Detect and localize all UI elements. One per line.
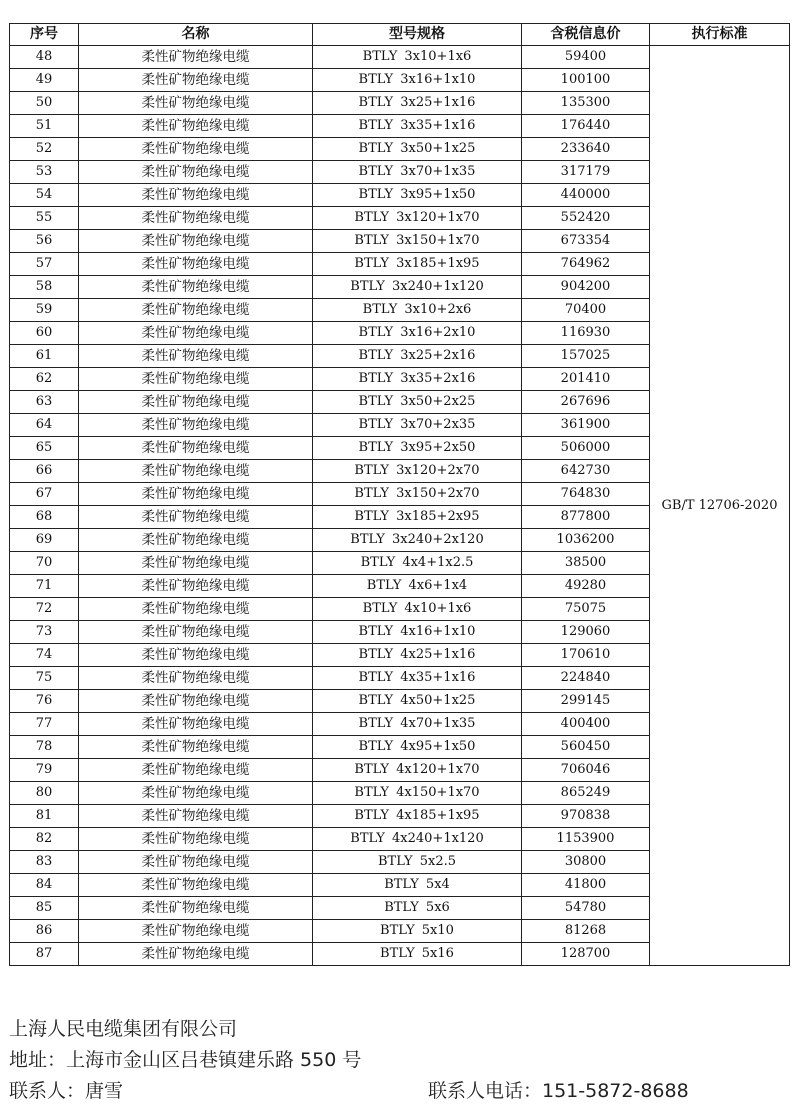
row-index: 64 — [10, 414, 79, 437]
row-name: 柔性矿物绝缘电缆 — [79, 529, 313, 552]
row-price: 38500 — [522, 552, 650, 575]
row-index: 55 — [10, 207, 79, 230]
row-model: BTLY 4x150+1x70 — [313, 782, 522, 805]
row-price: 317179 — [522, 161, 650, 184]
row-price: 299145 — [522, 690, 650, 713]
table-header-row — [10, 24, 790, 46]
row-index: 87 — [10, 943, 79, 966]
row-index: 67 — [10, 483, 79, 506]
row-model: BTLY 4x95+1x50 — [313, 736, 522, 759]
row-model: BTLY 3x150+1x70 — [313, 230, 522, 253]
row-price: 400400 — [522, 713, 650, 736]
row-model: BTLY 5x16 — [313, 943, 522, 966]
row-index: 85 — [10, 897, 79, 920]
row-price: 904200 — [522, 276, 650, 299]
row-model: BTLY 5x6 — [313, 897, 522, 920]
row-price: 267696 — [522, 391, 650, 414]
row-price: 865249 — [522, 782, 650, 805]
row-index: 65 — [10, 437, 79, 460]
company-name: 上海人民电缆集团有限公司 — [9, 1018, 238, 1040]
row-model: BTLY 4x10+1x6 — [313, 598, 522, 621]
row-name: 柔性矿物绝缘电缆 — [79, 667, 313, 690]
row-index: 86 — [10, 920, 79, 943]
row-index: 62 — [10, 368, 79, 391]
row-name: 柔性矿物绝缘电缆 — [79, 920, 313, 943]
row-price: 116930 — [522, 322, 650, 345]
row-model: BTLY 3x16+1x10 — [313, 69, 522, 92]
row-price: 1036200 — [522, 529, 650, 552]
row-price: 440000 — [522, 184, 650, 207]
header-model: 型号规格 — [313, 24, 522, 46]
row-index: 71 — [10, 575, 79, 598]
row-index: 79 — [10, 759, 79, 782]
row-index: 72 — [10, 598, 79, 621]
header-index: 序号 — [10, 24, 79, 46]
row-model: BTLY 3x16+2x10 — [313, 322, 522, 345]
row-model: BTLY 3x10+1x6 — [313, 46, 522, 69]
row-index: 48 — [10, 46, 79, 69]
row-model: BTLY 4x35+1x16 — [313, 667, 522, 690]
row-model: BTLY 3x70+1x35 — [313, 161, 522, 184]
row-model: BTLY 4x70+1x35 — [313, 713, 522, 736]
row-price: 41800 — [522, 874, 650, 897]
row-name: 柔性矿物绝缘电缆 — [79, 276, 313, 299]
row-model: BTLY 3x50+2x25 — [313, 391, 522, 414]
row-index: 78 — [10, 736, 79, 759]
row-name: 柔性矿物绝缘电缆 — [79, 460, 313, 483]
row-model: BTLY 3x185+1x95 — [313, 253, 522, 276]
row-price: 970838 — [522, 805, 650, 828]
standard-cell: GB/T 12706-2020 — [650, 46, 790, 966]
row-name: 柔性矿物绝缘电缆 — [79, 253, 313, 276]
row-name: 柔性矿物绝缘电缆 — [79, 644, 313, 667]
row-price: 877800 — [522, 506, 650, 529]
row-name: 柔性矿物绝缘电缆 — [79, 736, 313, 759]
row-index: 58 — [10, 276, 79, 299]
row-price: 560450 — [522, 736, 650, 759]
row-model: BTLY 3x95+1x50 — [313, 184, 522, 207]
contact-phone: 联系人电话：151-5872-8688 — [428, 1080, 689, 1102]
row-price: 54780 — [522, 897, 650, 920]
row-name: 柔性矿物绝缘电缆 — [79, 552, 313, 575]
row-model: BTLY 4x6+1x4 — [313, 575, 522, 598]
row-name: 柔性矿物绝缘电缆 — [79, 184, 313, 207]
row-index: 81 — [10, 805, 79, 828]
row-name: 柔性矿物绝缘电缆 — [79, 713, 313, 736]
row-price: 764962 — [522, 253, 650, 276]
header-name: 名称 — [79, 24, 313, 46]
row-model: BTLY 3x185+2x95 — [313, 506, 522, 529]
row-name: 柔性矿物绝缘电缆 — [79, 598, 313, 621]
row-price: 764830 — [522, 483, 650, 506]
row-index: 61 — [10, 345, 79, 368]
row-model: BTLY 4x185+1x95 — [313, 805, 522, 828]
row-index: 60 — [10, 322, 79, 345]
row-model: BTLY 3x10+2x6 — [313, 299, 522, 322]
row-price: 233640 — [522, 138, 650, 161]
row-name: 柔性矿物绝缘电缆 — [79, 874, 313, 897]
row-index: 70 — [10, 552, 79, 575]
row-name: 柔性矿物绝缘电缆 — [79, 483, 313, 506]
row-price: 552420 — [522, 207, 650, 230]
row-index: 56 — [10, 230, 79, 253]
row-name: 柔性矿物绝缘电缆 — [79, 299, 313, 322]
row-model: BTLY 4x16+1x10 — [313, 621, 522, 644]
table-row — [10, 46, 790, 69]
row-name: 柔性矿物绝缘电缆 — [79, 414, 313, 437]
row-index: 77 — [10, 713, 79, 736]
row-index: 74 — [10, 644, 79, 667]
row-name: 柔性矿物绝缘电缆 — [79, 368, 313, 391]
row-model: BTLY 4x120+1x70 — [313, 759, 522, 782]
row-model: BTLY 3x70+2x35 — [313, 414, 522, 437]
row-index: 84 — [10, 874, 79, 897]
row-index: 52 — [10, 138, 79, 161]
header-standard: 执行标准 — [650, 24, 790, 46]
row-price: 224840 — [522, 667, 650, 690]
row-price: 135300 — [522, 92, 650, 115]
row-name: 柔性矿物绝缘电缆 — [79, 575, 313, 598]
row-name: 柔性矿物绝缘电缆 — [79, 943, 313, 966]
row-name: 柔性矿物绝缘电缆 — [79, 46, 313, 69]
row-price: 70400 — [522, 299, 650, 322]
row-price: 49280 — [522, 575, 650, 598]
row-model: BTLY 3x25+1x16 — [313, 92, 522, 115]
row-name: 柔性矿物绝缘电缆 — [79, 391, 313, 414]
row-price: 506000 — [522, 437, 650, 460]
row-name: 柔性矿物绝缘电缆 — [79, 230, 313, 253]
row-name: 柔性矿物绝缘电缆 — [79, 437, 313, 460]
row-index: 57 — [10, 253, 79, 276]
row-model: BTLY 5x10 — [313, 920, 522, 943]
row-index: 75 — [10, 667, 79, 690]
row-price: 361900 — [522, 414, 650, 437]
row-price: 128700 — [522, 943, 650, 966]
row-name: 柔性矿物绝缘电缆 — [79, 506, 313, 529]
contact-person: 联系人：唐雪 — [9, 1080, 124, 1102]
row-name: 柔性矿物绝缘电缆 — [79, 92, 313, 115]
row-model: BTLY 3x240+1x120 — [313, 276, 522, 299]
row-model: BTLY 4x25+1x16 — [313, 644, 522, 667]
row-index: 76 — [10, 690, 79, 713]
row-name: 柔性矿物绝缘电缆 — [79, 805, 313, 828]
row-index: 59 — [10, 299, 79, 322]
row-name: 柔性矿物绝缘电缆 — [79, 69, 313, 92]
row-price: 59400 — [522, 46, 650, 69]
row-name: 柔性矿物绝缘电缆 — [79, 782, 313, 805]
row-model: BTLY 3x150+2x70 — [313, 483, 522, 506]
row-index: 53 — [10, 161, 79, 184]
row-index: 73 — [10, 621, 79, 644]
row-price: 129060 — [522, 621, 650, 644]
row-price: 30800 — [522, 851, 650, 874]
row-name: 柔性矿物绝缘电缆 — [79, 897, 313, 920]
row-index: 80 — [10, 782, 79, 805]
row-name: 柔性矿物绝缘电缆 — [79, 851, 313, 874]
row-index: 69 — [10, 529, 79, 552]
row-model: BTLY 3x50+1x25 — [313, 138, 522, 161]
row-index: 83 — [10, 851, 79, 874]
row-price: 75075 — [522, 598, 650, 621]
row-model: BTLY 4x4+1x2.5 — [313, 552, 522, 575]
row-index: 63 — [10, 391, 79, 414]
row-price: 157025 — [522, 345, 650, 368]
row-name: 柔性矿物绝缘电缆 — [79, 828, 313, 851]
row-model: BTLY 3x240+2x120 — [313, 529, 522, 552]
row-name: 柔性矿物绝缘电缆 — [79, 138, 313, 161]
row-name: 柔性矿物绝缘电缆 — [79, 161, 313, 184]
row-price: 81268 — [522, 920, 650, 943]
row-price: 673354 — [522, 230, 650, 253]
row-index: 82 — [10, 828, 79, 851]
row-price: 176440 — [522, 115, 650, 138]
row-model: BTLY 3x25+2x16 — [313, 345, 522, 368]
row-price: 1153900 — [522, 828, 650, 851]
row-model: BTLY 3x35+1x16 — [313, 115, 522, 138]
row-price: 100100 — [522, 69, 650, 92]
row-index: 66 — [10, 460, 79, 483]
row-index: 68 — [10, 506, 79, 529]
row-index: 50 — [10, 92, 79, 115]
row-name: 柔性矿物绝缘电缆 — [79, 690, 313, 713]
header-price: 含税信息价 — [522, 24, 650, 46]
row-model: BTLY 5x2.5 — [313, 851, 522, 874]
row-index: 51 — [10, 115, 79, 138]
row-model: BTLY 3x120+2x70 — [313, 460, 522, 483]
row-name: 柔性矿物绝缘电缆 — [79, 621, 313, 644]
row-model: BTLY 5x4 — [313, 874, 522, 897]
row-index: 54 — [10, 184, 79, 207]
row-name: 柔性矿物绝缘电缆 — [79, 345, 313, 368]
company-address: 地址：上海市金山区吕巷镇建乐路 550 号 — [9, 1049, 362, 1071]
price-table — [9, 23, 790, 966]
row-price: 201410 — [522, 368, 650, 391]
row-name: 柔性矿物绝缘电缆 — [79, 322, 313, 345]
row-index: 49 — [10, 69, 79, 92]
row-model: BTLY 4x50+1x25 — [313, 690, 522, 713]
row-model: BTLY 3x35+2x16 — [313, 368, 522, 391]
row-name: 柔性矿物绝缘电缆 — [79, 115, 313, 138]
row-name: 柔性矿物绝缘电缆 — [79, 759, 313, 782]
row-model: BTLY 3x120+1x70 — [313, 207, 522, 230]
row-price: 642730 — [522, 460, 650, 483]
table-body — [10, 46, 790, 966]
row-price: 170610 — [522, 644, 650, 667]
row-name: 柔性矿物绝缘电缆 — [79, 207, 313, 230]
row-model: BTLY 3x95+2x50 — [313, 437, 522, 460]
row-model: BTLY 4x240+1x120 — [313, 828, 522, 851]
row-price: 706046 — [522, 759, 650, 782]
